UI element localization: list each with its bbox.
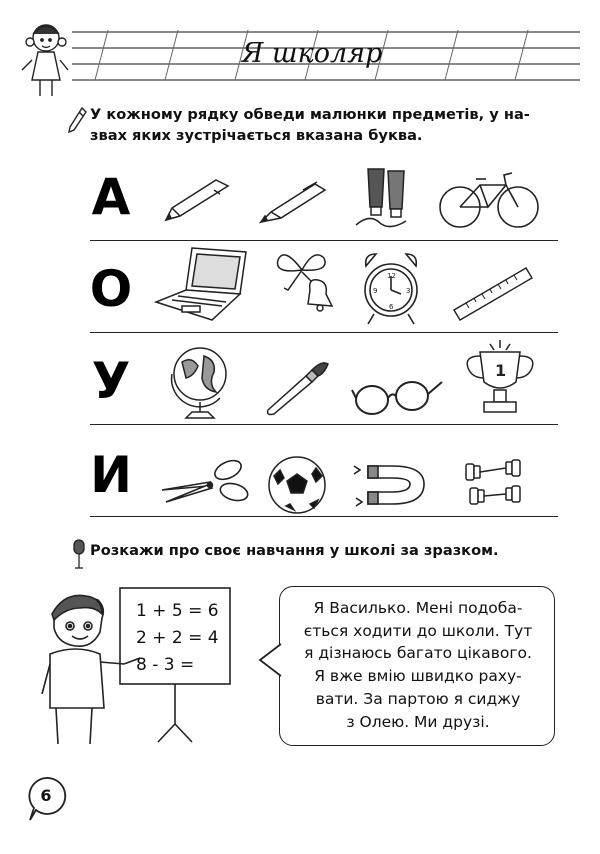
bubble-line: Я Василько. Мені подоба- (313, 599, 523, 617)
girl-icon (22, 25, 68, 96)
row-letter-o: О (89, 260, 133, 318)
pencil-icon (66, 106, 88, 134)
svg-text:1: 1 (495, 361, 507, 380)
row-separator (90, 516, 558, 517)
task1-instruction (90, 104, 560, 146)
row-separator (90, 424, 558, 425)
row-letter-a: А (91, 168, 131, 226)
row-separator (90, 240, 558, 241)
paintbrush-picture[interactable] (262, 358, 332, 416)
speech-bubble-tail (258, 640, 282, 680)
board-line1: 1 + 5 = 6 (136, 601, 219, 621)
bubble-line: я дізнаюсь багато цікавого. (304, 644, 532, 663)
page-number: 6 (40, 786, 52, 805)
globe-picture[interactable] (164, 338, 236, 422)
page-title: Я школяр (241, 38, 383, 69)
ruler-picture[interactable] (450, 264, 536, 322)
pencil-picture[interactable] (158, 172, 234, 224)
svg-text:12: 12 (387, 272, 396, 280)
dumbbells-picture[interactable] (460, 458, 530, 510)
trophy-picture[interactable] (460, 336, 540, 420)
bubble-line: Я вже вмію швидко раху- (314, 667, 522, 686)
microphone-icon (70, 538, 88, 572)
bicycle-picture[interactable] (436, 165, 542, 231)
paint-tubes-picture[interactable] (350, 163, 420, 233)
row-letter-y: И (90, 446, 132, 504)
svg-text:6: 6 (389, 303, 394, 311)
task2-instruction: Розкажи про своє навчання у школі за зразком. (90, 542, 499, 559)
magnet-picture[interactable] (352, 458, 432, 510)
glasses-picture[interactable] (350, 370, 444, 418)
soccer-ball-picture[interactable] (266, 454, 328, 516)
task1-line1: У кожному рядку обведи малюнки предметів, у на- (90, 106, 530, 123)
alarm-clock-picture[interactable] (356, 248, 426, 328)
laptop-picture[interactable] (152, 244, 252, 324)
board-text (136, 598, 219, 679)
bell-picture[interactable] (264, 244, 340, 328)
svg-text:9: 9 (373, 287, 378, 295)
speech-bubble (279, 586, 555, 746)
row-separator (90, 332, 558, 333)
pen-picture[interactable] (255, 176, 331, 226)
bubble-line: з Олею. Ми друзі. (346, 712, 490, 731)
board-line3: 8 - 3 = (136, 655, 195, 675)
board-line2: 2 + 2 = 4 (136, 628, 219, 648)
scissors-picture[interactable] (158, 456, 250, 510)
bubble-line: ється ходити до школи. Тут (303, 621, 533, 640)
svg-text:3: 3 (406, 287, 411, 295)
speech-bubble-text (290, 597, 546, 733)
task1-line2: звах яких зустрічається вказана буква. (90, 127, 423, 144)
bubble-line: вати. За партою я сиджу (315, 689, 521, 708)
row-letter-u: У (91, 352, 131, 410)
